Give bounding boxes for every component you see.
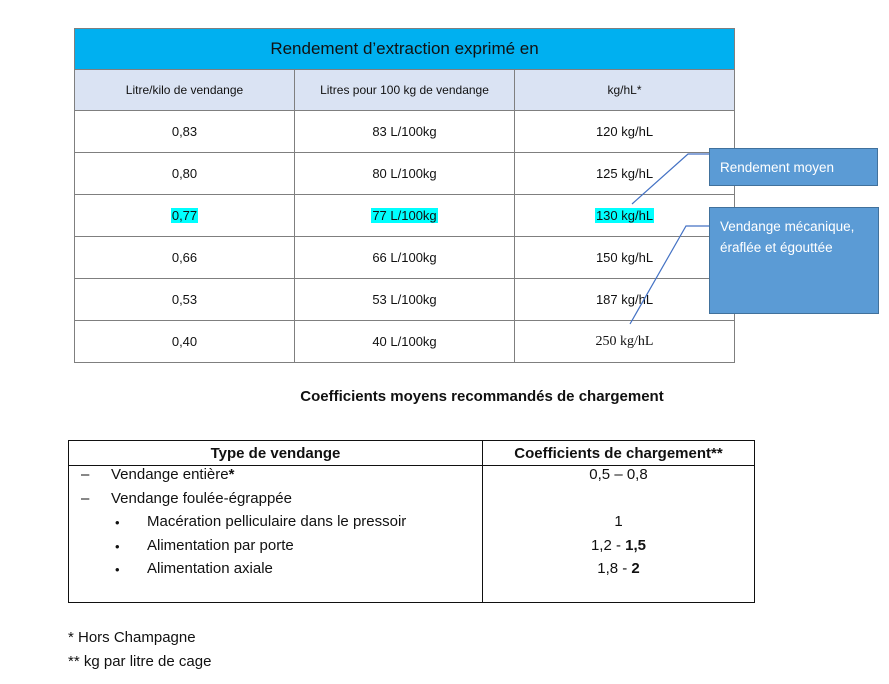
table-row <box>75 153 735 195</box>
item-entiere: Vendange entière* <box>111 466 235 483</box>
coef-maceration: 1 <box>614 513 623 530</box>
yield-table-title: Rendement d’extraction exprimé en <box>75 29 735 70</box>
col-header-litres-100kg: Litres pour 100 kg de vendange <box>295 70 515 111</box>
cell-kg-hl: 250 kg/hL <box>515 321 735 363</box>
cell-litres-100kg: 66 L/100kg <box>295 237 515 279</box>
list-item <box>69 537 482 561</box>
col-header-type: Type de vendange <box>69 441 483 466</box>
highlight: 0,77 <box>171 208 198 223</box>
coef-empty <box>483 490 754 514</box>
type-column <box>69 466 483 603</box>
cell-litre-kilo: 0,40 <box>75 321 295 363</box>
col-header-litre-kilo: Litre/kilo de vendange <box>75 70 295 111</box>
cell-litre-kilo <box>75 195 295 237</box>
cell-litres-100kg: 80 L/100kg <box>295 153 515 195</box>
bullet-marker: • <box>115 515 120 530</box>
dash-marker: – <box>81 466 90 483</box>
loading-coefficients-table <box>68 440 755 603</box>
list-item <box>69 513 482 537</box>
list-item <box>69 490 482 514</box>
coef-entiere: 0,5 – 0,8 <box>589 466 648 483</box>
table-row <box>75 321 735 363</box>
list-item <box>69 466 482 490</box>
cell-kg-hl: 150 kg/hL <box>515 237 735 279</box>
callout-rendement-moyen: Rendement moyen <box>709 148 878 186</box>
dash-marker: – <box>81 489 90 507</box>
cell-kg-hl <box>515 195 735 237</box>
coef-axiale: 1,8 - 2 <box>597 560 640 577</box>
cell-litres-100kg: 40 L/100kg <box>295 321 515 363</box>
cell-kg-hl: 120 kg/hL <box>515 111 735 153</box>
cell-litre-kilo: 0,83 <box>75 111 295 153</box>
footnotes <box>68 626 211 674</box>
col-header-coefficients: Coefficients de chargement** <box>483 441 755 466</box>
cell-litres-100kg: 53 L/100kg <box>295 279 515 321</box>
cell-kg-hl: 125 kg/hL <box>515 153 735 195</box>
extraction-yield-table <box>74 28 735 363</box>
coef-porte: 1,2 - 1,5 <box>590 536 647 554</box>
item-maceration: Macération pelliculaire dans le pressoir <box>147 513 407 530</box>
cell-litre-kilo: 0,80 <box>75 153 295 195</box>
footnote-champagne: * Hors Champagne <box>68 629 196 646</box>
cell-kg-hl: 187 kg/hL <box>515 279 735 321</box>
callout-vendange-mecanique: Vendange mécanique, éraflée et égouttée <box>709 207 879 314</box>
col-header-kg-hl: kg/hL* <box>515 70 735 111</box>
table-row <box>75 111 735 153</box>
highlight: 77 L/100kg <box>372 208 437 223</box>
table-row <box>75 279 735 321</box>
item-porte: Alimentation par porte <box>147 536 294 554</box>
list-item <box>69 560 482 584</box>
coefficients-column <box>483 466 755 603</box>
bullet-marker: • <box>115 538 120 554</box>
cell-litre-kilo: 0,66 <box>75 237 295 279</box>
section-heading: Coefficients moyens recommandés de chargement <box>300 388 664 405</box>
table-row <box>75 237 735 279</box>
footnote-cage: ** kg par litre de cage <box>68 653 212 670</box>
highlight: 130 kg/hL <box>595 208 654 223</box>
cell-litre-kilo: 0,53 <box>75 279 295 321</box>
item-axiale: Alimentation axiale <box>147 560 273 577</box>
bullet-marker: • <box>115 562 120 577</box>
table-row-highlighted <box>75 195 735 237</box>
cell-litres-100kg: 83 L/100kg <box>295 111 515 153</box>
item-foulee: Vendange foulée-égrappée <box>111 489 292 507</box>
cell-litres-100kg <box>295 195 515 237</box>
